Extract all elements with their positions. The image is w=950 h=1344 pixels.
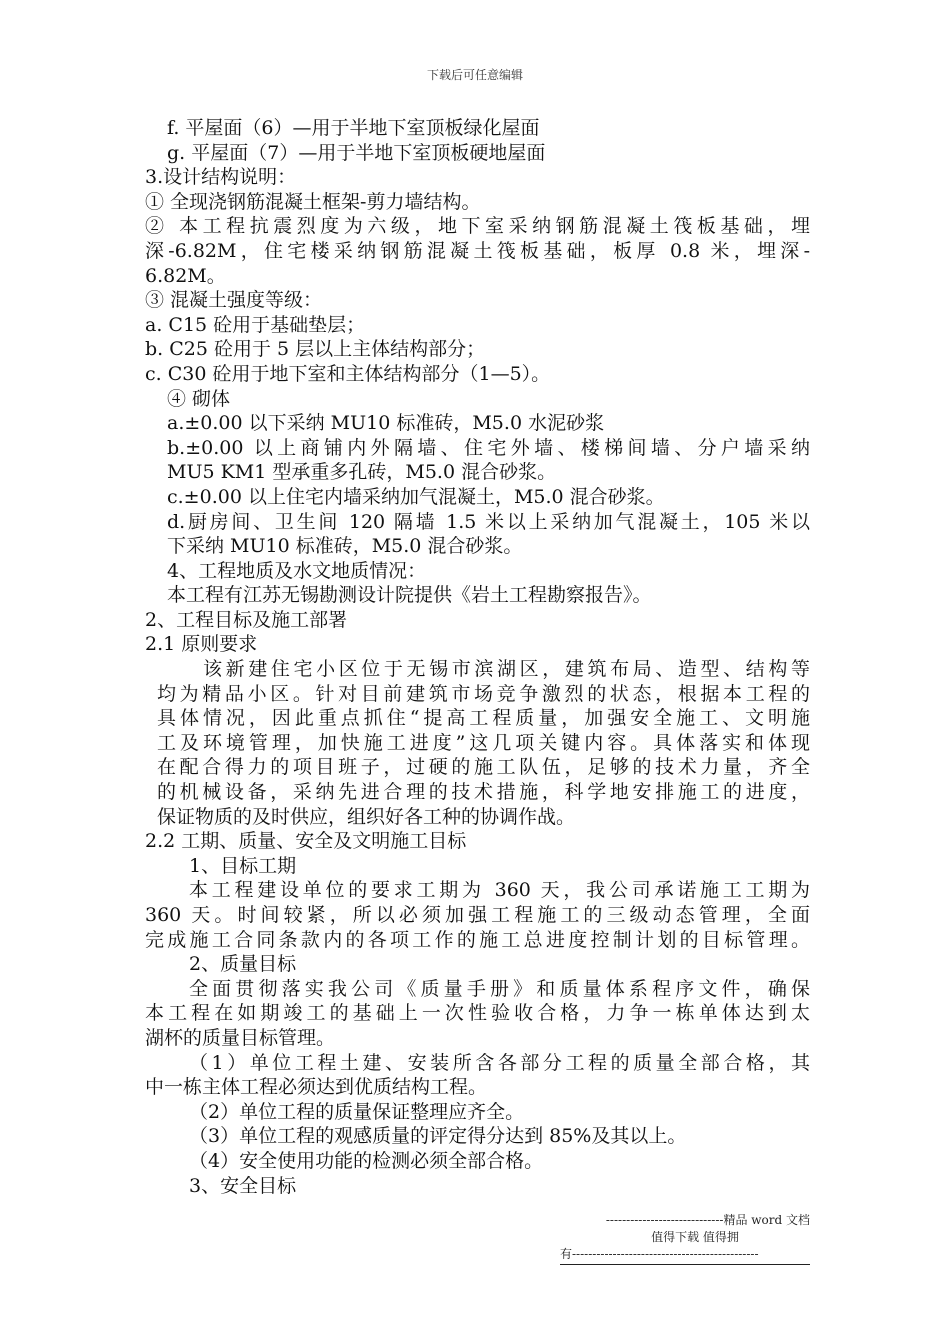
text-line: 本工程有江苏无锡勘测设计院提供《岩土工程勘察报告》。 xyxy=(167,584,652,607)
text-line: 本工程建设单位的要求工期为 360 天，我公司承诺施工工期为 xyxy=(189,879,810,902)
text-line: b. C25 砼用于 5 层以上主体结构部分； xyxy=(145,338,486,361)
text-line: 3、安全目标 xyxy=(189,1174,297,1197)
footer-line-2: 值得下载 值得拥 xyxy=(651,1230,739,1244)
text-line: b.±0.00 以上商铺内外隔墙、住宅外墙、楼梯间墙、分户墙采纳 xyxy=(167,436,810,459)
text-line: （3）单位工程的观感质量的评定得分达到 85%及其以上。 xyxy=(189,1125,687,1148)
text-line: d.厨房间、卫生间 120 隔墙 1.5 米以上采纳加气混凝土，105 米以 xyxy=(167,510,810,533)
text-line: g. 平屋面（7）—用于半地下室顶板硬地屋面 xyxy=(167,141,546,164)
text-line: 本工程在如期竣工的基础上一次性验收合格，力争一栋单体达到太 xyxy=(145,1002,810,1025)
text-line: f. 平屋面（6）—用于半地下室顶板绿化屋面 xyxy=(167,117,540,139)
text-line: 3.设计结构说明： xyxy=(145,166,297,189)
text-line: 6.82M。 xyxy=(145,264,226,287)
text-line: 1、目标工期 xyxy=(189,854,297,877)
text-line: a.±0.00 以下采纳 MU10 标准砖，M5.0 水泥砂浆 xyxy=(167,412,605,435)
document-body xyxy=(145,116,810,1198)
text-line: 具体情况，因此重点抓住“提高工程质量，加强安全施工、文明施 xyxy=(157,707,810,730)
text-line: MU5 KM1 型承重多孔砖，M5.0 混合砂浆。 xyxy=(167,461,557,484)
text-line: 下采纳 MU10 标准砖，M5.0 混合砂浆。 xyxy=(167,535,523,558)
text-line: （1）单位工程土建、安装所含各部分工程的质量全部合格，其 xyxy=(189,1051,810,1074)
text-line: 均为精品小区。针对目前建筑市场竞争激烈的状态，根据本工程的 xyxy=(157,682,810,705)
text-line: 2、质量目标 xyxy=(189,953,297,976)
text-line: 在配合得力的项目班子，过硬的施工队伍，足够的技术力量，齐全 xyxy=(157,756,810,779)
text-line: 保证物质的及时供应，组织好各工种的协调作战。 xyxy=(157,805,576,828)
page-header: 下载后可任意编辑 xyxy=(426,68,523,82)
text-line: ③ 混凝土强度等级： xyxy=(145,289,323,312)
text-line: 2.1 原则要求 xyxy=(145,633,258,656)
text-line: c. C30 砼用于地下室和主体结构部分（1—5）。 xyxy=(145,362,551,385)
text-line: 该新建住宅小区位于无锡市滨湖区，建筑布局、造型、结构等 xyxy=(203,658,810,681)
text-line: 湖杯的质量目标管理。 xyxy=(145,1026,336,1049)
text-line: 2.2 工期、质量、安全及文明施工目标 xyxy=(145,830,467,853)
footer-line-3: 有---------------------------------------------- xyxy=(560,1246,810,1265)
text-line: 工及环境管理，加快施工进度”这几项关键内容。具体落实和体现 xyxy=(157,731,810,754)
text-line: 深-6.82M，住宅楼采纳钢筋混凝土筏板基础，板厚 0.8 米，埋深- xyxy=(145,239,810,262)
text-line: 4、工程地质及水文地质情况： xyxy=(167,559,427,582)
text-line: 360 天。时间较紧，所以必须加强工程施工的三级动态管理，全面 xyxy=(145,904,810,926)
footer-line-1: -----------------------------精品 word 文档 xyxy=(605,1213,810,1227)
text-line: 完成施工合同条款内的各项工作的施工总进度控制计划的目标管理。 xyxy=(145,928,810,951)
text-line: 中一栋主体工程必须达到优质结构工程。 xyxy=(145,1076,488,1099)
page-footer xyxy=(560,1212,810,1265)
text-line: ② 本工程抗震烈度为六级，地下室采纳钢筋混凝土筏板基础，埋 xyxy=(145,215,810,238)
text-line: 的机械设备，采纳先进合理的技术措施，科学地安排施工的进度， xyxy=(157,781,810,804)
text-line: 2、工程目标及施工部署 xyxy=(145,608,348,631)
text-line: a. C15 砼用于基础垫层； xyxy=(145,313,366,336)
text-line: ④ 砌体 xyxy=(167,387,231,410)
text-line: （2）单位工程的质量保证整理应齐全。 xyxy=(189,1100,525,1123)
text-line: c.±0.00 以上住宅内墙采纳加气混凝土，M5.0 混合砂浆。 xyxy=(167,485,665,508)
text-line: 全面贯彻落实我公司《质量手册》和质量体系程序文件，确保 xyxy=(189,977,810,1000)
text-line: （4）安全使用功能的检测必须全部合格。 xyxy=(189,1149,544,1172)
text-line: ① 全现浇钢筋混凝土框架-剪力墙结构。 xyxy=(145,190,481,213)
